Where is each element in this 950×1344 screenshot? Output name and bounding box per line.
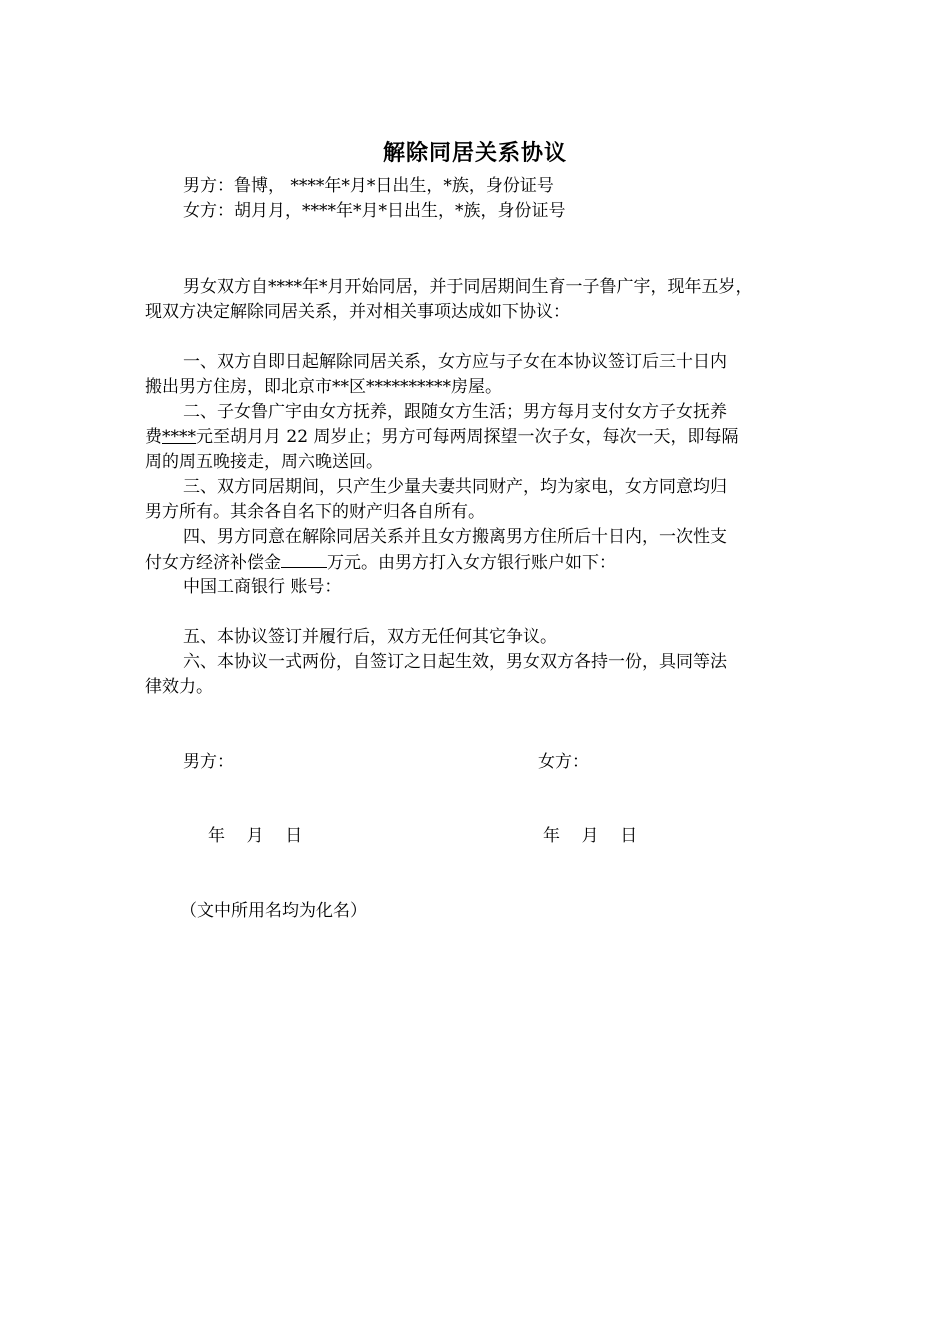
footnote: （文中所用名均为化名） (180, 901, 367, 921)
clause-4-line-1: 四、男方同意在解除同居关系并且女方搬离男方住所后十日内，一次性支 (183, 527, 727, 547)
clause-1-line-1: 一、双方自即日起解除同居关系，女方应与子女在本协议签订后三十日内 (183, 352, 727, 372)
clause-4-text-a: 付女方经济补偿金 (145, 553, 281, 573)
party-female-line: 女方：胡月月，****年*月*日出生，*族，身份证号 (183, 201, 566, 221)
document-title: 解除同居关系协议 (382, 140, 567, 166)
party-male-line: 男方：鲁博， ****年*月*日出生，*族，身份证号 (183, 176, 554, 196)
clause-2-text-b: 元至胡月月 22 周岁止；男方可每两周探望一次子女，每次一天，即每隔 (196, 427, 739, 447)
compensation-blank (281, 550, 327, 568)
clause-3-line-1: 三、双方同居期间，只产生少量夫妻共同财产，均为家电，女方同意均归 (183, 477, 727, 497)
signature-female: 女方： (538, 752, 589, 772)
support-amount: **** (162, 427, 196, 447)
clause-2-line-1: 二、子女鲁广宇由女方抚养，跟随女方生活；男方每月支付女方子女抚养 (183, 402, 727, 422)
clause-4-line-2 (145, 550, 825, 576)
date-male: 年 月 日 (208, 826, 303, 846)
intro-line-1: 男女双方自****年*月开始同居，并于同居期间生育一子鲁广宇，现年五岁， (183, 277, 753, 297)
intro-line-2: 现双方决定解除同居关系，并对相关事项达成如下协议： (145, 302, 570, 322)
clause-2-text-a: 费 (145, 427, 162, 447)
bank-account-line: 中国工商银行 账号： (183, 577, 342, 597)
date-female: 年 月 日 (543, 826, 638, 846)
clause-2-line-2 (145, 425, 825, 450)
clause-5-line: 五、本协议签订并履行后，双方无任何其它争议。 (183, 627, 557, 647)
signature-male: 男方： (183, 752, 234, 772)
clause-6-line-2: 律效力。 (145, 677, 213, 697)
clause-2-line-3: 周的周五晚接走，周六晚送回。 (145, 452, 383, 472)
clause-3-line-2: 男方所有。其余各自名下的财产归各自所有。 (145, 502, 485, 522)
clause-1-line-2: 搬出男方住房，即北京市**区**********房屋。 (145, 377, 502, 397)
clause-4-text-b: 万元。由男方打入女方银行账户如下： (327, 553, 616, 573)
clause-6-line-1: 六、本协议一式两份，自签订之日起生效，男女双方各持一份，具同等法 (183, 652, 727, 672)
